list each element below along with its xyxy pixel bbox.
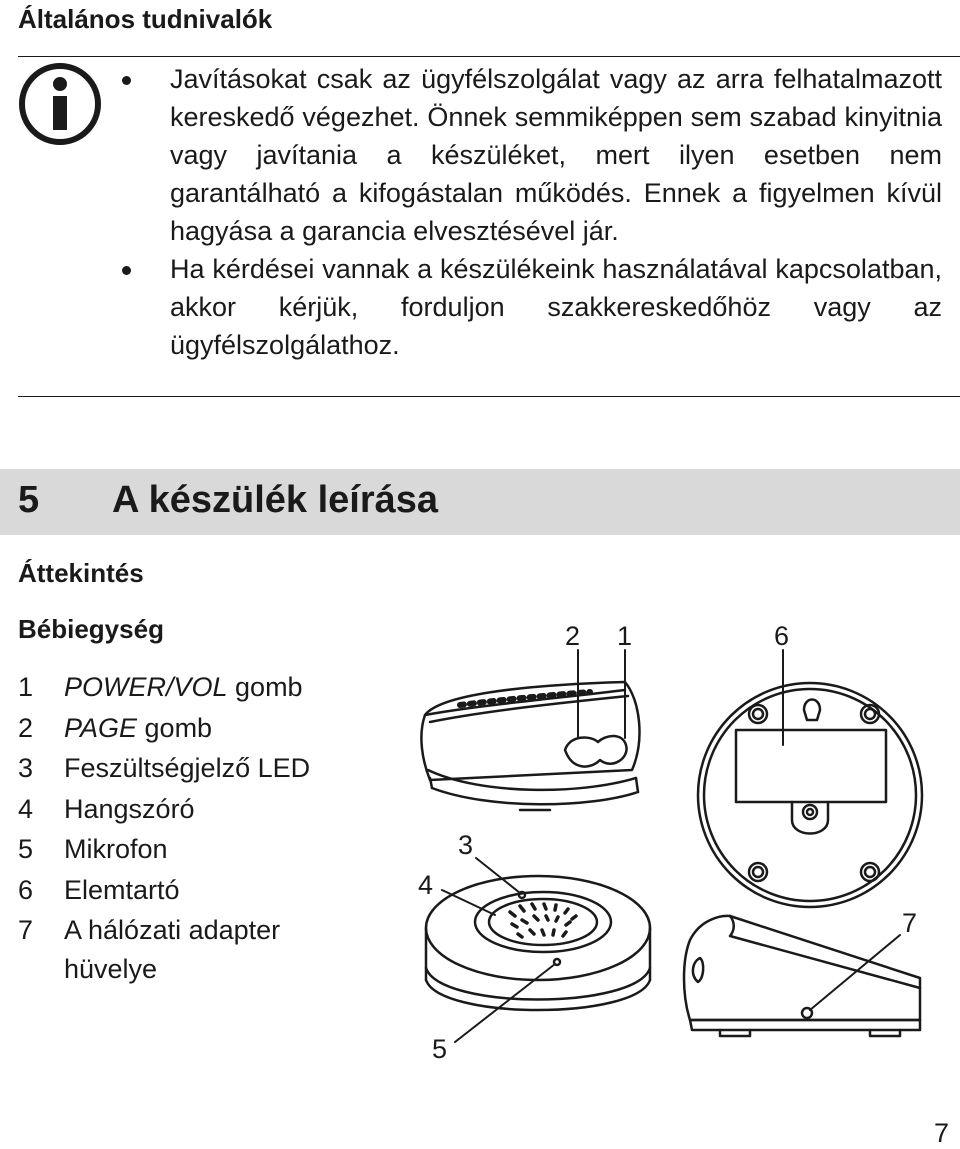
part-name: gomb: [227, 672, 303, 702]
device-side-view: [421, 682, 639, 810]
section-number: 5: [18, 479, 40, 521]
list-item: [18, 870, 378, 911]
parts-list: [18, 667, 378, 987]
section-heading-general: Általános tudnivalók: [18, 4, 273, 34]
part-number: 1: [18, 672, 34, 702]
callout-label: 5: [432, 1034, 448, 1064]
section-title: A készülék leírása: [112, 479, 439, 521]
list-item: [18, 910, 378, 987]
overview-heading: Áttekintés: [18, 558, 144, 588]
callout-label: 2: [565, 621, 581, 651]
baby-unit-diagram: [400, 610, 960, 1070]
list-item: [18, 789, 378, 830]
list-item: [18, 829, 378, 870]
list-item: [18, 708, 378, 749]
list-item: [122, 250, 942, 364]
general-notes-list: [122, 60, 942, 364]
callout-label: 1: [617, 621, 633, 651]
part-name-italic: POWER/VOL: [64, 672, 228, 702]
callout-label: 7: [902, 908, 918, 938]
part-name: A hálózati adapter: [64, 915, 281, 945]
part-number: 6: [18, 874, 34, 905]
speaker-grille-icon: [510, 904, 576, 937]
device-bottom-view: [698, 683, 922, 907]
part-name: Mikrofon: [64, 834, 168, 864]
bullet-dot: [122, 76, 131, 85]
part-name: Feszültségjelző LED: [64, 753, 311, 783]
list-item: [18, 667, 378, 708]
part-number: 2: [18, 712, 34, 743]
part-name-continued: hüvelye: [64, 953, 158, 984]
part-number: 3: [18, 753, 34, 783]
part-name-italic: PAGE: [64, 712, 138, 743]
bottom-rule: [18, 396, 960, 397]
note-text: Javításokat csak az ügyfélszolgálat vagy az arra felhatalmazott kereskedő végezhet. Önnek semmiképpen sem szabad kinyitnia vagy javítania a készüléket, mert ilyen esetben nem garantálható a kifogástalan működés. Ennek a figyelmen kívül hagyása a garancia elvesztésével jár.: [170, 64, 942, 246]
part-number: 7: [18, 915, 34, 945]
page-number: 7: [934, 1118, 950, 1148]
part-name: gomb: [137, 712, 213, 743]
device-rear-view: [684, 916, 920, 1036]
part-name: Elemtartó: [64, 874, 180, 905]
part-name: Hangszóró: [64, 793, 195, 824]
bullet-dot: [122, 266, 131, 275]
part-number: 4: [18, 793, 34, 824]
part-number: 5: [18, 834, 34, 864]
device-top-view: [426, 876, 650, 1010]
top-rule: [18, 56, 960, 57]
callout-label: 6: [774, 621, 790, 651]
callout-label: 4: [418, 870, 434, 900]
baby-unit-heading: Bébiegység: [18, 614, 164, 644]
list-item: [18, 748, 378, 789]
list-item: [122, 60, 942, 250]
note-text: Ha kérdései vannak a készülékeink használatával kapcsolatban, akkor kérjük, forduljon szakkereskedőhöz vagy az ügyfélszolgálathoz.: [170, 254, 942, 360]
info-icon: [18, 62, 102, 146]
callout-label: 3: [458, 830, 474, 860]
